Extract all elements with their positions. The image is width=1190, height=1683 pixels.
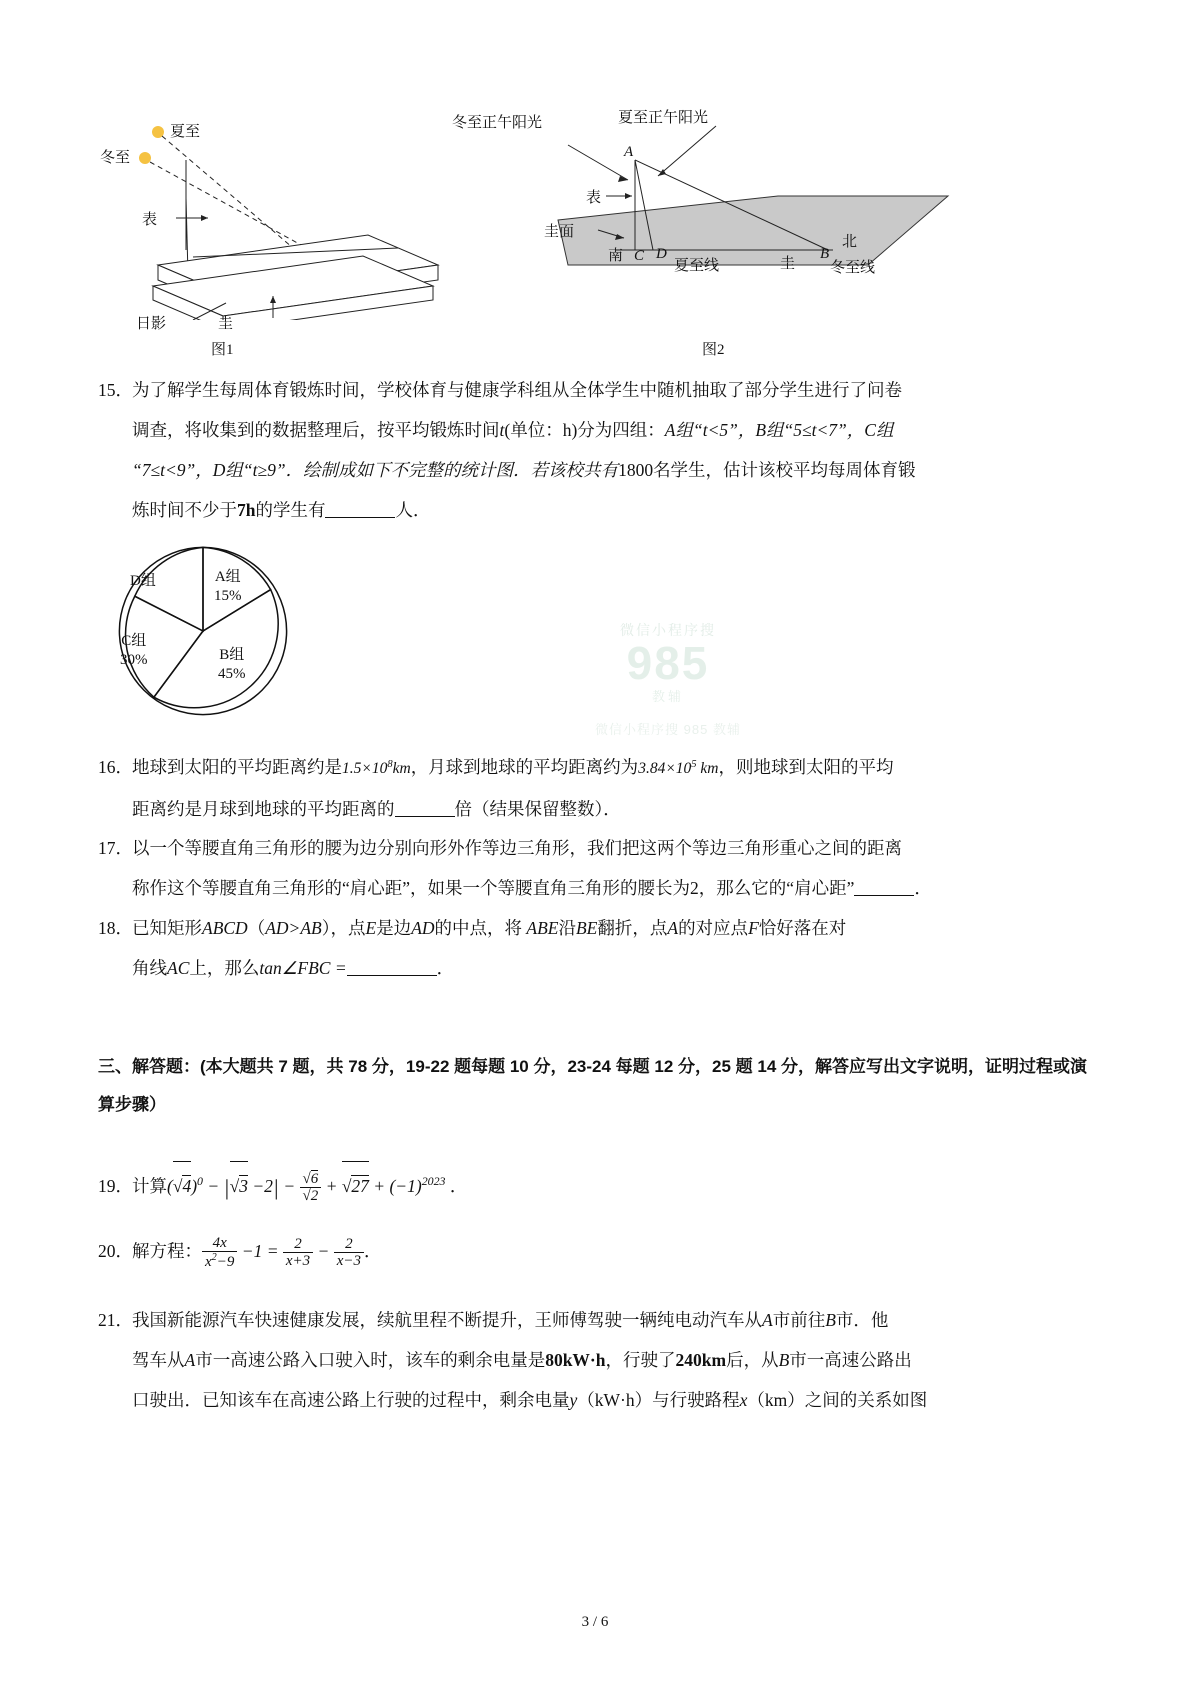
fig1-caption: 图1	[211, 342, 234, 358]
q21-line3	[98, 1380, 1098, 1420]
q21-l1b: 市前往	[772, 1310, 826, 1330]
q18-seg-ad: AD	[411, 918, 435, 938]
q17-number: 17．	[98, 838, 133, 858]
q21-city-a2: A	[184, 1350, 196, 1370]
pie-label-D	[130, 572, 156, 591]
q16-line1	[98, 745, 1098, 789]
question-15	[98, 370, 1098, 736]
watermark-bottom: 微信小程序搜 985 教辅	[595, 722, 741, 737]
pie-label-D-name: D组	[130, 573, 156, 589]
q18-l2a: 角线	[132, 958, 167, 978]
q15-line3b: 名学生，估计该校平均每周体育锻	[653, 460, 916, 480]
q16-number: 16．	[98, 757, 133, 778]
q19-number: 19．	[98, 1175, 133, 1196]
watermark-top: 微信小程序搜	[620, 622, 716, 638]
fig2-label-winter-line: 冬至线	[830, 260, 876, 276]
q16-line2a: 距离约是月球到地球的平均距离的	[132, 799, 395, 820]
q18-tri-abe: ABE	[526, 918, 559, 938]
q21-number: 21．	[98, 1310, 133, 1330]
q21-battery: 80kW·h	[545, 1350, 606, 1370]
watermark-logo: 985	[626, 637, 710, 689]
q15-line4c: 的学生有	[255, 500, 326, 520]
q21-line2	[98, 1340, 1098, 1380]
pie-label-B-name: B组	[219, 647, 245, 663]
pie-label-C	[120, 632, 148, 670]
fig2-label-gnomon: 表	[586, 190, 602, 206]
q18-l1a: 已知矩形	[132, 918, 202, 938]
fig2-label-summer-line: 夏至线	[674, 258, 720, 274]
question-17	[98, 828, 1098, 908]
q15-groups: A组“t<5”，B组“5≤t<7”，C组	[664, 420, 894, 440]
q15-var-t: t	[499, 420, 505, 440]
q21-l2b: 市一高速公路入口驶入时，该车的剩余电量是	[195, 1350, 546, 1370]
q21-var-y: y	[569, 1390, 578, 1410]
fig2-label-A: A	[624, 144, 634, 160]
q21-l1c: 市．他	[835, 1310, 889, 1330]
q18-tan-expr: tan∠FBC =	[259, 958, 347, 978]
q19-line: 19．计算$(√4)^0 - |√3 -2|$ − $\frac{√6}{√2}$ + $√27 + (-1)^{2023}$ ．	[98, 1158, 1098, 1211]
fig2-label-B: B	[820, 246, 830, 262]
question-20	[98, 1228, 1098, 1274]
q16-line1c: ，则地球到太阳的平均	[718, 757, 894, 778]
q17-line2c: ．	[914, 878, 932, 898]
question-19	[98, 1158, 1098, 1211]
q17-line2	[98, 868, 1098, 908]
fig2-label-north: 北	[842, 234, 858, 250]
q21-line1	[98, 1300, 1098, 1340]
q21-distance: 240km	[675, 1350, 727, 1370]
fig2-label-C: C	[634, 248, 645, 264]
q21-l3a: 口驶出．已知该车在高速公路上行驶的过程中，剩余电量	[132, 1390, 570, 1410]
pie-chart	[98, 536, 1098, 736]
figure-2	[448, 90, 1098, 358]
q15-line2	[98, 410, 1098, 450]
q18-l1c: ），点	[321, 918, 366, 938]
q15-line4a: 炼时间不少于	[132, 500, 237, 520]
fig2-label-gui: 圭	[780, 256, 796, 272]
q18-l1g: 翻折，点	[597, 918, 668, 938]
q17-answer-blank[interactable]	[854, 877, 914, 896]
section-3-text: 三、解答题：(本大题共 7 题，共 78 分，19-22 题每题 10 分，23-24 每题 12 分，25 题 14 分，解答应写出文字说明，证明过程或演算步骤）	[98, 1057, 1088, 1114]
q18-point-a: A	[667, 918, 679, 938]
q15-line1-text: 为了解学生每周体育锻炼时间，学校体育与健康学科组从全体学生中随机抽取了部分学生进行了问卷	[132, 380, 902, 400]
q21-city-b: B	[825, 1310, 836, 1330]
q16-line2	[98, 789, 1098, 829]
q18-l1b: （	[247, 918, 266, 938]
q19-expression: $(√4)^0 - |√3 -2|$ − $\frac{√6}{√2}$ + $√27 + (-1)^{2023}$	[167, 1176, 445, 1196]
fig2-label-guimian: 圭面	[544, 224, 575, 240]
q17-line1	[98, 828, 1098, 868]
q15-line1	[98, 370, 1098, 410]
q21-city-b2: B	[778, 1350, 790, 1370]
q18-line2	[98, 948, 1098, 988]
pie-label-A-value: 15%	[214, 588, 242, 604]
fig1-label-shadow: 日影	[136, 316, 167, 332]
q17-line2b: ，那么它的“肩心距”	[698, 878, 855, 898]
q15-number: 15．	[98, 380, 133, 400]
pie-label-C-name: C组	[121, 633, 147, 649]
q21-l2e: 市一高速公路出	[789, 1350, 912, 1370]
q16-line2b: 倍（结果保留整数）．	[454, 799, 621, 820]
fig1-label-summer: 夏至	[170, 124, 201, 140]
q18-l1h: 的对应点	[678, 918, 749, 938]
figures-row	[98, 90, 1098, 360]
q21-l2d: 后，从	[726, 1350, 779, 1370]
q15-line4	[98, 490, 1098, 530]
q18-l1e2: 的中点，将	[434, 918, 523, 938]
q21-l1a: 我国新能源汽车快速健康发展，续航里程不断提升，王师傅驾驶一辆纯电动汽车从	[132, 1310, 762, 1330]
question-21	[98, 1300, 1098, 1420]
q15-count: 1800	[618, 460, 654, 480]
q21-var-x: x	[739, 1390, 748, 1410]
section-3-heading	[98, 1048, 1098, 1124]
q16-value-2: $3.84\times 10^5$ km	[638, 759, 719, 778]
q21-l3c: （km）之间的关系如图	[747, 1390, 928, 1410]
q21-l2c: ，行驶了	[605, 1350, 676, 1370]
q20-line: 20．解方程： $\frac{4x}{x^2-9}$ −1 = $\frac{2}{x+3}$ − $\frac{2}{x-3}$ ．	[98, 1228, 1098, 1274]
pie-label-A	[214, 568, 242, 606]
q16-line1b: ，月球到地球的平均距离约为	[410, 757, 639, 778]
q15-line3	[98, 450, 1098, 490]
q20-label: 解方程：	[132, 1241, 202, 1261]
fig2-winter-sun-text: 冬至正午阳光	[452, 115, 543, 131]
fig1-label-gui: 圭	[218, 316, 234, 332]
q18-point-e: E	[365, 918, 377, 938]
q15-line4d: 人．	[395, 500, 431, 520]
q17-line1-text: 以一个等腰直角三角形的腰为边分别向形外作等边三角形，我们把这两个等边三角形重心之间的距离	[132, 838, 902, 858]
q19-label: 计算	[132, 1175, 167, 1196]
pie-label-A-name: A组	[214, 569, 241, 585]
fig2-label-winter-sun	[452, 112, 542, 134]
pie-label-B	[218, 646, 246, 684]
q15-line2a: 调查，将收集到的数据整理后，按平均锻炼时间	[132, 420, 500, 440]
question-16	[98, 745, 1098, 829]
q15-answer-blank[interactable]	[325, 499, 395, 518]
question-18	[98, 908, 1098, 988]
q18-diag-ac: AC	[167, 958, 190, 978]
q21-l3b: （kW·h）与行驶路程	[577, 1390, 740, 1410]
q18-l2c: ．	[436, 958, 455, 978]
q18-point-f: F	[748, 918, 759, 938]
q18-l1i: 恰好落在对	[758, 918, 847, 938]
q16-line1a: 地球到太阳的平均距离约是	[132, 757, 342, 778]
q15-hours: 7h	[237, 500, 256, 520]
q18-rect: ABCD	[202, 918, 248, 938]
figure-2-drawing	[448, 90, 1098, 320]
fig2-label-summer-sun: 夏至正午阳光	[618, 110, 709, 126]
q18-cond: AD>AB	[265, 918, 322, 938]
page-number: 3 / 6	[581, 1614, 609, 1630]
fig1-label-winter: 冬至	[100, 150, 131, 166]
pie-chart-svg	[108, 536, 298, 726]
watermark-sub: 教辅	[651, 689, 684, 704]
fig2-caption: 图2	[702, 342, 725, 358]
q20-number: 20．	[98, 1241, 133, 1261]
q21-l2a: 驾车从	[132, 1350, 185, 1370]
q16-answer-blank[interactable]	[395, 798, 455, 817]
q18-answer-blank[interactable]	[347, 957, 437, 976]
fig2-label-D: D	[656, 246, 667, 262]
q18-l1d: 是边	[376, 918, 412, 938]
q18-line1	[98, 908, 1098, 948]
pie-label-C-value: 30%	[120, 652, 148, 668]
fig1-label-gnomon: 表	[142, 212, 158, 228]
q15-line3a: “7≤t<9”，D组“t≥9”．绘制成如下不完整的统计图．若该校共有	[132, 460, 619, 480]
q18-number: 18．	[98, 918, 133, 938]
q20-expression: $\frac{4x}{x^2-9}$ −1 = $\frac{2}{x+3}$ − $\frac{2}{x-3}$	[202, 1241, 364, 1261]
fig2-label-south: 南	[608, 248, 624, 264]
q17-leg: 2	[690, 878, 699, 898]
q18-l2b: 上，那么	[189, 958, 260, 978]
q17-line2a: 称作这个等腰直角三角形的“肩心距”，如果一个等腰直角三角形的腰长为	[132, 878, 691, 898]
q18-seg-be: BE	[575, 918, 598, 938]
q16-value-1: $1.5\times 10^8km$	[342, 759, 411, 778]
pie-label-B-value: 45%	[218, 666, 246, 682]
q21-city-a: A	[762, 1310, 773, 1330]
q15-line2b: (单位：h)分为四组：	[504, 420, 665, 440]
q18-l1f: 沿	[558, 918, 576, 938]
